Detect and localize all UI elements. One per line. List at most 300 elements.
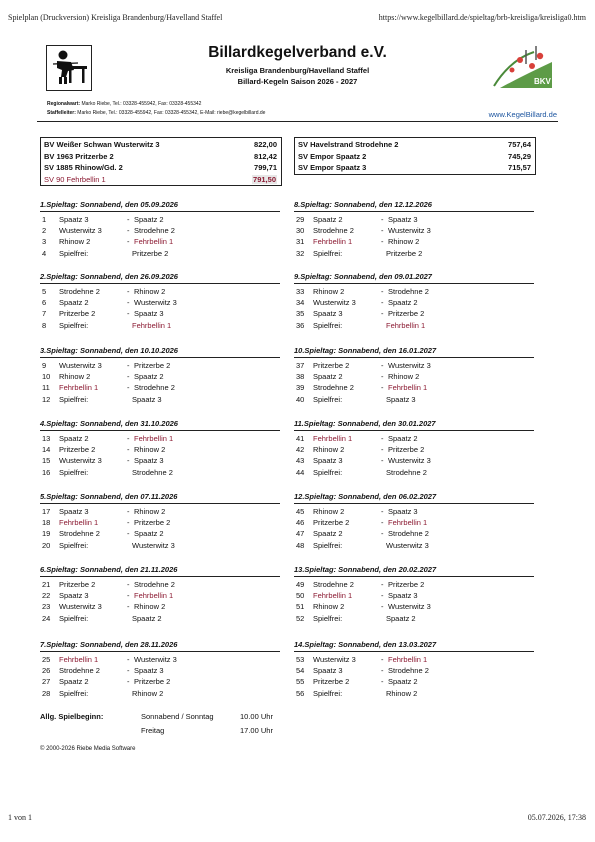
print-timestamp: 05.07.2026, 17:38	[527, 813, 586, 822]
away-team: Spaatz 2	[388, 298, 418, 308]
bye-team: Fehrbellin 1	[132, 320, 172, 330]
ranking-score: 799,71	[254, 163, 277, 172]
versus-dash: -	[127, 529, 130, 539]
versus-dash: -	[381, 591, 384, 601]
home-team: Pritzerbe 2	[313, 518, 350, 528]
match-number: 25	[42, 655, 51, 664]
ranking-row	[295, 163, 535, 174]
away-team: Rhinow 2	[134, 445, 166, 455]
match-list	[40, 358, 280, 406]
away-team: Pritzerbe 2	[388, 445, 425, 455]
match-row	[294, 518, 534, 529]
bye-team: Spaatz 2	[386, 613, 416, 623]
match-number: 40	[296, 394, 305, 404]
versus-dash: -	[381, 361, 384, 370]
matchday-block	[294, 272, 534, 332]
match-list	[40, 652, 280, 700]
away-team: Spaatz 3	[388, 507, 418, 516]
home-team: Wusterwitz 3	[59, 456, 102, 466]
match-row	[40, 321, 280, 332]
home-team: Fehrbellin 1	[59, 383, 99, 393]
home-team: Spaatz 3	[313, 456, 343, 466]
match-row	[294, 666, 534, 677]
bye-label: Spielfrei:	[59, 688, 89, 698]
match-number: 48	[296, 540, 305, 550]
staffel-value: Marko Riebe, Tel.: 03328-455942, Fax: 03328-455342, E-Mail: riebe@kegelbillard.de	[77, 110, 266, 116]
bye-team: Spaatz 2	[132, 613, 162, 623]
away-team: Fehrbellin 1	[388, 518, 428, 528]
versus-dash: -	[381, 529, 384, 539]
versus-dash: -	[381, 655, 384, 664]
away-team: Rhinow 2	[134, 602, 166, 612]
match-list	[40, 504, 280, 552]
matchday-block	[40, 346, 280, 406]
away-team: Strodehne 2	[134, 580, 175, 589]
match-row	[40, 507, 280, 518]
away-team: Spaatz 3	[134, 666, 164, 676]
match-number: 53	[296, 655, 305, 664]
bkv-logo-text: BKV	[534, 77, 551, 86]
away-team: Spaatz 2	[134, 215, 164, 224]
away-team: Fehrbellin 1	[134, 237, 174, 247]
match-list	[294, 577, 534, 625]
bye-team: Wusterwitz 3	[132, 540, 175, 550]
bye-label: Spielfrei:	[313, 320, 343, 330]
bye-team: Pritzerbe 2	[386, 248, 423, 258]
match-row	[40, 468, 280, 479]
versus-dash: -	[381, 456, 384, 466]
match-row	[294, 507, 534, 518]
match-number: 16	[42, 467, 51, 477]
home-team: Rhinow 2	[59, 237, 91, 247]
match-row	[40, 677, 280, 688]
versus-dash: -	[127, 215, 130, 224]
versus-dash: -	[127, 602, 130, 612]
home-team: Pritzerbe 2	[313, 677, 350, 687]
match-row	[40, 361, 280, 372]
bye-label: Spielfrei:	[313, 248, 343, 258]
match-row	[40, 383, 280, 394]
match-row	[40, 309, 280, 320]
match-row	[294, 614, 534, 625]
home-team: Spaatz 2	[59, 677, 89, 687]
match-number: 14	[42, 445, 51, 455]
match-row	[294, 361, 534, 372]
start-time-weekend: 10.00 Uhr	[240, 712, 273, 721]
home-team: Spaatz 3	[313, 309, 343, 319]
match-number: 21	[42, 580, 51, 589]
matchday-block	[40, 640, 280, 700]
home-team: Rhinow 2	[313, 287, 345, 296]
home-team: Wusterwitz 3	[59, 361, 102, 370]
match-number: 22	[42, 591, 51, 601]
versus-dash: -	[381, 287, 384, 296]
match-list	[294, 284, 534, 332]
home-team: Spaatz 3	[313, 666, 343, 676]
match-number: 43	[296, 456, 305, 466]
match-list	[294, 504, 534, 552]
away-team: Pritzerbe 2	[388, 580, 425, 589]
match-row	[294, 541, 534, 552]
bye-team: Spaatz 3	[386, 394, 416, 404]
match-number: 31	[296, 237, 305, 247]
match-number: 49	[296, 580, 305, 589]
header-rule	[37, 121, 558, 122]
ranking-row	[41, 175, 281, 186]
home-team: Pritzerbe 2	[59, 309, 96, 319]
away-team: Wusterwitz 3	[388, 361, 431, 370]
match-row	[294, 372, 534, 383]
ranking-team: BV 1963 Pritzerbe 2	[44, 151, 114, 161]
match-list	[40, 212, 280, 260]
home-team: Pritzerbe 2	[59, 580, 96, 589]
matchday-block	[40, 492, 280, 552]
match-number: 36	[296, 320, 305, 330]
away-team: Strodehne 2	[388, 666, 429, 676]
versus-dash: -	[381, 237, 384, 247]
match-row	[294, 309, 534, 320]
versus-dash: -	[127, 237, 130, 247]
ranking-score: 757,64	[508, 140, 531, 149]
away-team: Fehrbellin 1	[134, 434, 174, 443]
home-team: Rhinow 2	[59, 372, 91, 382]
letterhead	[37, 42, 558, 97]
away-team: Pritzerbe 2	[388, 309, 425, 319]
match-number: 18	[42, 518, 51, 528]
match-number: 52	[296, 613, 305, 623]
versus-dash: -	[127, 372, 130, 382]
versus-dash: -	[127, 287, 130, 296]
away-team: Pritzerbe 2	[134, 361, 171, 370]
match-number: 55	[296, 677, 305, 687]
versus-dash: -	[127, 666, 130, 676]
versus-dash: -	[381, 666, 384, 676]
match-number: 46	[296, 518, 305, 528]
regional-value: Marko Riebe, Tel.: 03328-455942, Fax: 03328-455342	[81, 101, 202, 107]
matchday-block	[294, 640, 534, 700]
bye-label: Spielfrei:	[59, 320, 89, 330]
league-name: Kreisliga Brandenburg/Havelland Staffel	[225, 66, 370, 75]
match-row	[40, 541, 280, 552]
matchday-block	[40, 200, 280, 260]
home-team: Strodehne 2	[313, 383, 354, 393]
match-number: 34	[296, 298, 305, 308]
match-list	[294, 431, 534, 479]
home-team: Spaatz 2	[59, 298, 89, 308]
home-team: Fehrbellin 1	[59, 518, 99, 528]
bye-team: Rhinow 2	[386, 688, 418, 698]
home-team: Spaatz 2	[313, 529, 343, 539]
matchday-title: 5.Spieltag: Sonnabend, den 07.11.2026	[40, 492, 280, 504]
away-team: Strodehne 2	[388, 287, 429, 296]
match-number: 5	[42, 287, 47, 296]
matchday-title: 3.Spieltag: Sonnabend, den 10.10.2026	[40, 346, 280, 358]
home-team: Spaatz 2	[59, 434, 89, 443]
match-number: 2	[42, 226, 47, 236]
home-team: Rhinow 2	[313, 602, 345, 612]
ranking-team: SV Empor Spaatz 2	[298, 151, 367, 161]
versus-dash: -	[381, 383, 384, 393]
versus-dash: -	[127, 655, 130, 664]
matchday-block	[40, 419, 280, 479]
match-number: 3	[42, 237, 47, 247]
home-team: Strodehne 2	[313, 226, 354, 236]
match-row	[294, 287, 534, 298]
match-number: 23	[42, 602, 51, 612]
versus-dash: -	[127, 580, 130, 589]
match-number: 32	[296, 248, 305, 258]
bye-label: Spielfrei:	[59, 394, 89, 404]
versus-dash: -	[127, 298, 130, 308]
bye-label: Spielfrei:	[313, 540, 343, 550]
general-start	[40, 712, 340, 740]
staffel-label: Staffelleiter:	[47, 110, 76, 116]
matchday-title: 8.Spieltag: Sonnabend, den 12.12.2026	[294, 200, 534, 212]
match-number: 27	[42, 677, 51, 687]
org-name: Billardkegelverband e.V.	[208, 44, 387, 61]
start-time-friday: 17.00 Uhr	[240, 726, 273, 735]
match-number: 44	[296, 467, 305, 477]
match-number: 41	[296, 434, 305, 443]
matchday-title: 9.Spieltag: Sonnabend, den 09.01.2027	[294, 272, 534, 284]
match-number: 33	[296, 287, 305, 296]
ranking-team: SV 1885 Rhinow/Gd. 2	[44, 163, 123, 172]
home-team: Wusterwitz 3	[313, 655, 356, 664]
matchday-title: 14.Spieltag: Sonnabend, den 13.03.2027	[294, 640, 534, 652]
versus-dash: -	[127, 591, 130, 601]
match-number: 7	[42, 309, 47, 319]
match-row	[40, 298, 280, 309]
away-team: Spaatz 3	[134, 309, 164, 319]
page-counter: 1 von 1	[8, 813, 32, 822]
match-number: 28	[42, 688, 51, 698]
ranking-box-left	[40, 137, 282, 186]
match-number: 11	[42, 383, 50, 393]
bye-team: Fehrbellin 1	[386, 320, 426, 330]
away-team: Rhinow 2	[388, 372, 420, 382]
bye-label: Spielfrei:	[313, 688, 343, 698]
away-team: Pritzerbe 2	[134, 518, 171, 528]
home-team: Strodehne 2	[59, 529, 100, 539]
home-team: Pritzerbe 2	[313, 361, 350, 370]
match-number: 17	[42, 507, 51, 516]
match-row	[40, 395, 280, 406]
match-row	[294, 689, 534, 700]
ranking-row	[41, 163, 281, 174]
match-row	[40, 689, 280, 700]
match-row	[40, 372, 280, 383]
staffel-contact	[47, 110, 507, 116]
away-team: Fehrbellin 1	[388, 383, 428, 393]
match-row	[294, 249, 534, 260]
matchday-title: 6.Spieltag: Sonnabend, den 21.11.2026	[40, 565, 280, 577]
versus-dash: -	[381, 507, 384, 516]
versus-dash: -	[127, 383, 130, 393]
away-team: Fehrbellin 1	[388, 655, 428, 664]
home-team: Spaatz 3	[59, 507, 89, 516]
versus-dash: -	[381, 518, 384, 528]
match-row	[40, 237, 280, 248]
match-row	[40, 655, 280, 666]
match-number: 35	[296, 309, 305, 319]
match-row	[294, 226, 534, 237]
away-team: Wusterwitz 3	[388, 456, 431, 466]
match-row	[40, 666, 280, 677]
ranking-row	[41, 152, 281, 163]
away-team: Rhinow 2	[134, 507, 166, 516]
match-row	[294, 602, 534, 613]
ranking-team: SV 90 Fehrbellin 1	[44, 174, 106, 184]
matchday-block	[294, 565, 534, 625]
versus-dash: -	[381, 298, 384, 308]
versus-dash: -	[381, 309, 384, 319]
home-team: Strodehne 2	[313, 580, 354, 589]
match-row	[294, 591, 534, 602]
match-number: 51	[296, 602, 305, 612]
home-team: Wusterwitz 3	[313, 298, 356, 308]
versus-dash: -	[127, 445, 130, 455]
matchday-block	[294, 346, 534, 406]
away-team: Rhinow 2	[134, 287, 166, 296]
match-number: 1	[42, 215, 47, 224]
match-row	[294, 321, 534, 332]
match-number: 37	[296, 361, 305, 370]
home-team: Spaatz 2	[313, 372, 343, 382]
match-number: 10	[42, 372, 51, 382]
away-team: Fehrbellin 1	[134, 591, 174, 601]
match-list	[294, 652, 534, 700]
ranking-team: SV Havelstrand Strodehne 2	[298, 140, 399, 149]
ranking-box-right	[294, 137, 536, 175]
home-team: Wusterwitz 3	[59, 226, 102, 236]
match-number: 24	[42, 613, 51, 623]
versus-dash: -	[381, 215, 384, 224]
bye-label: Spielfrei:	[59, 540, 89, 550]
away-team: Wusterwitz 3	[134, 298, 177, 308]
versus-dash: -	[127, 309, 130, 319]
away-team: Spaatz 2	[134, 372, 164, 382]
versus-dash: -	[381, 445, 384, 455]
bye-label: Spielfrei:	[59, 467, 89, 477]
home-team: Spaatz 2	[313, 215, 343, 224]
versus-dash: -	[127, 677, 130, 687]
home-team: Strodehne 2	[59, 287, 100, 296]
match-number: 9	[42, 361, 47, 370]
matchday-block	[40, 272, 280, 332]
ranking-score: 791,50	[253, 174, 276, 184]
versus-dash: -	[381, 677, 384, 687]
match-number: 29	[296, 215, 305, 224]
home-team: Fehrbellin 1	[59, 655, 99, 664]
bkv-logo	[490, 42, 556, 94]
match-number: 12	[42, 394, 51, 404]
match-row	[294, 298, 534, 309]
home-team: Spaatz 3	[59, 215, 89, 224]
match-row	[40, 434, 280, 445]
start-day-weekend: Sonnabend / Sonntag	[141, 712, 214, 721]
versus-dash: -	[381, 602, 384, 612]
versus-dash: -	[127, 507, 130, 516]
match-list	[294, 358, 534, 406]
match-number: 26	[42, 666, 51, 676]
match-number: 4	[42, 248, 47, 258]
match-row	[40, 602, 280, 613]
away-team: Spaatz 3	[134, 456, 164, 466]
match-number: 45	[296, 507, 305, 516]
season-name: Billard-Kegeln Saison 2026 - 2027	[237, 77, 358, 86]
home-team: Rhinow 2	[313, 445, 345, 455]
match-row	[294, 456, 534, 467]
match-row	[294, 655, 534, 666]
match-row	[40, 215, 280, 226]
match-number: 20	[42, 540, 51, 550]
ranking-score: 812,42	[254, 151, 277, 161]
away-team: Pritzerbe 2	[134, 677, 171, 687]
match-row	[40, 580, 280, 591]
match-number: 6	[42, 298, 47, 308]
match-number: 56	[296, 688, 305, 698]
ranking-team: BV Weißer Schwan Wusterwitz 3	[44, 140, 160, 149]
versus-dash: -	[381, 372, 384, 382]
away-team: Wusterwitz 3	[388, 602, 431, 612]
away-team: Spaatz 3	[388, 215, 418, 224]
home-team: Fehrbellin 1	[313, 434, 353, 443]
match-row	[40, 529, 280, 540]
print-header-url[interactable]: https://www.kegelbillard.de/spieltag/brb-kreisliga/kreisliga0.htm	[378, 13, 586, 22]
home-team: Fehrbellin 1	[313, 591, 353, 601]
matchday-title: 12.Spieltag: Sonnabend, den 06.02.2027	[294, 492, 534, 504]
match-row	[294, 580, 534, 591]
matchday-block	[40, 565, 280, 625]
match-row	[40, 445, 280, 456]
match-row	[294, 445, 534, 456]
match-row	[40, 249, 280, 260]
match-row	[294, 237, 534, 248]
match-list	[40, 577, 280, 625]
ranking-score: 822,00	[254, 140, 277, 149]
print-header-title: Spielplan (Druckversion) Kreisliga Brandenburg/Havelland Staffel	[8, 13, 223, 22]
home-team: Fehrbellin 1	[313, 237, 353, 247]
website-link[interactable]: www.KegelBillard.de	[488, 110, 557, 119]
match-row	[40, 287, 280, 298]
away-team: Rhinow 2	[388, 237, 420, 247]
away-team: Strodehne 2	[134, 383, 175, 393]
match-number: 13	[42, 434, 51, 443]
match-number: 39	[296, 383, 305, 393]
match-number: 47	[296, 529, 305, 539]
match-list	[40, 284, 280, 332]
versus-dash: -	[127, 456, 130, 466]
bye-label: Spielfrei:	[313, 467, 343, 477]
match-number: 42	[296, 445, 305, 455]
versus-dash: -	[127, 434, 130, 443]
matchday-title: 11.Spieltag: Sonnabend, den 30.01.2027	[294, 419, 534, 431]
start-day-friday: Freitag	[141, 726, 165, 735]
home-team: Strodehne 2	[59, 666, 100, 676]
matchday-title: 13.Spieltag: Sonnabend, den 20.02.2027	[294, 565, 534, 577]
versus-dash: -	[381, 226, 384, 236]
match-number: 15	[42, 456, 51, 466]
bye-label: Spielfrei:	[59, 248, 89, 258]
bye-team: Strodehne 2	[386, 467, 427, 477]
match-list	[40, 431, 280, 479]
bye-team: Rhinow 2	[132, 688, 164, 698]
general-start-label: Allg. Spielbeginn:	[40, 712, 104, 721]
match-number: 38	[296, 372, 305, 382]
match-number: 50	[296, 591, 305, 601]
match-row	[294, 383, 534, 394]
match-number: 19	[42, 529, 51, 539]
